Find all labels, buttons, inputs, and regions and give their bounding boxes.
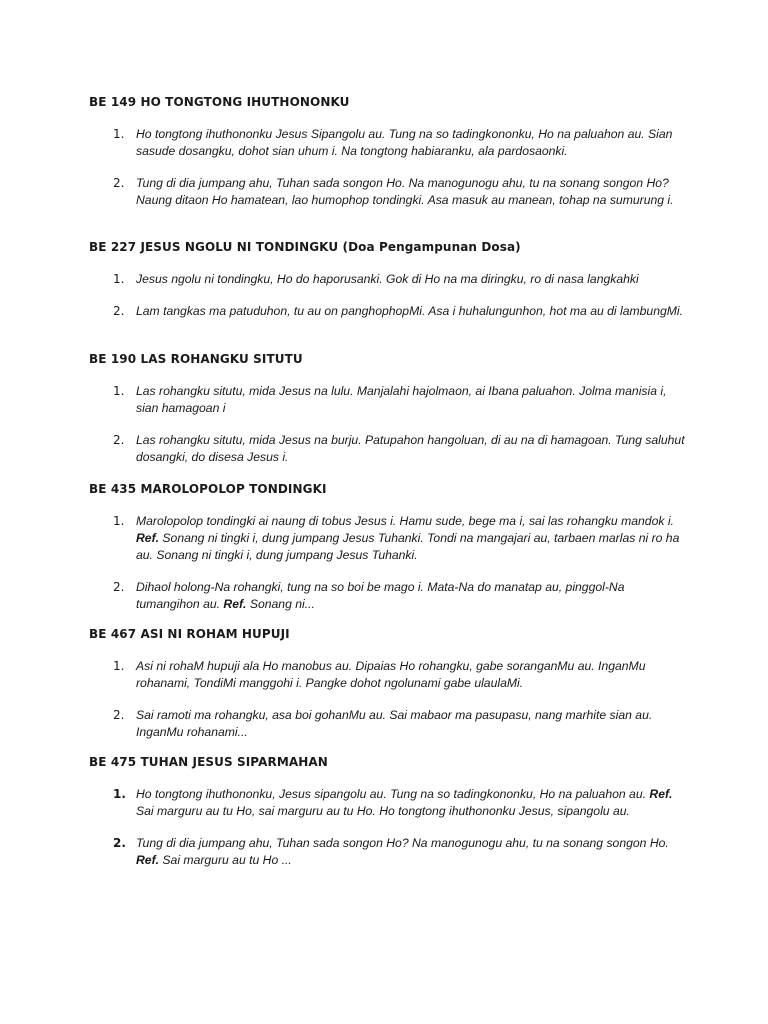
verse-text xyxy=(136,513,689,564)
verse-item xyxy=(89,303,689,320)
verse-text: Las rohangku situtu, mida Jesus na burju. Patupahon hangoluan, di au na di hamagoan. Tung saluhut dosangki, do disesa Jesus i. xyxy=(136,433,685,464)
hymn-heading: BE 475 TUHAN JESUS SIPARMAHAN xyxy=(89,755,328,769)
verse-list xyxy=(89,786,689,869)
verse-text: Lam tangkas ma patuduhon, tu au on panghophopMi. Asa i huhalungunhon, hot ma au di lambungMi. xyxy=(136,304,684,318)
verse-number: 1. xyxy=(113,659,125,673)
verse-text xyxy=(136,786,689,820)
verse-item xyxy=(89,707,689,741)
verse-item xyxy=(89,513,689,564)
verse-list xyxy=(89,126,689,209)
verse-text: Tung di dia jumpang ahu, Tuhan sada songon Ho. Na manogunogu ahu, tu na sonang songon Ho? Naung ditaon Ho hamatean, lao humophop tondingki. Asa masuk au manean, tohap na sumurung i. xyxy=(136,176,674,207)
verse-number: 2. xyxy=(113,433,125,447)
verse-number: 2. xyxy=(113,176,125,190)
verse-item xyxy=(89,835,689,869)
verse-text-part: Marolopolop tondingki ai naung di tobus Jesus i. Hamu sude, bege ma i, sai las rohangku mandok i. xyxy=(136,514,674,528)
verse-item xyxy=(89,579,689,613)
verse-list xyxy=(89,383,689,466)
verse-text: Las rohangku situtu, mida Jesus na lulu. Manjalahi hajolmaon, ai Ibana paluahon. Jolma manisia i, sian hamagoan i xyxy=(136,384,667,415)
hymn-title: BE 227 JESUS NGOLU NI TONDINGKU xyxy=(89,240,339,254)
verse-number: 2. xyxy=(113,836,126,850)
verse-item xyxy=(89,432,689,466)
verse-number: 2. xyxy=(113,304,125,318)
verse-number: 2. xyxy=(113,580,125,594)
verse-number: 1. xyxy=(113,787,126,801)
verse-text-part: Sai marguru au tu Ho, sai marguru au tu Ho. Ho tongtong ihuthononku Jesus, sipangolu au. xyxy=(136,804,630,818)
verse-item xyxy=(89,786,689,820)
verse-item xyxy=(89,126,689,160)
verse-list xyxy=(89,658,689,741)
hymn-section-149 xyxy=(89,95,689,224)
verse-number: 2. xyxy=(113,708,125,722)
hymn-heading: BE 435 MAROLOPOLOP TONDINGKI xyxy=(89,482,327,496)
refrain-marker: Ref. xyxy=(136,531,160,545)
verse-text-part: Tung di dia jumpang ahu, Tuhan sada songon Ho? Na manogunogu ahu, tu na sonang songon Ho. xyxy=(136,836,669,850)
verse-text: Sai ramoti ma rohangku, asa boi gohanMu au. Sai mabaor ma pasupasu, nang marhite sian au. InganMu rohanami... xyxy=(136,708,653,739)
verse-text xyxy=(136,835,689,869)
refrain-marker: Ref. xyxy=(223,597,247,611)
hymn-section-190 xyxy=(89,352,689,481)
verse-item xyxy=(89,658,689,692)
hymn-subtitle: (Doa Pengampunan Dosa) xyxy=(342,240,521,254)
verse-text-part: Sai marguru au tu Ho ... xyxy=(159,853,292,867)
verse-text: Jesus ngolu ni tondingku, Ho do haporusanki. Gok di Ho na ma diringku, ro di nasa langkahki xyxy=(136,272,639,286)
hymn-heading: BE 467 ASI NI ROHAM HUPUJI xyxy=(89,627,290,641)
verse-text-part: Sonang ni tingki i, dung jumpang Jesus Tuhanki. Tondi na mangajari au, tarbaen marlas ni ro ha au. Sonang ni tingki i, dung jumpang Jesus Tuhanki. xyxy=(136,531,680,562)
verse-number: 1. xyxy=(113,384,125,398)
hymn-heading: BE 149 HO TONGTONG IHUTHONONKU xyxy=(89,95,350,109)
verse-text-part: Ho tongtong ihuthononku, Jesus sipangolu au. Tung na so tadingkononku, Ho na paluahon au. xyxy=(136,787,650,801)
verse-number: 1. xyxy=(113,127,125,141)
hymn-heading: BE 190 LAS ROHANGKU SITUTU xyxy=(89,352,303,366)
verse-text xyxy=(136,579,689,613)
hymn-section-435 xyxy=(89,482,689,628)
verse-item xyxy=(89,271,689,288)
verse-number: 1. xyxy=(113,272,125,286)
verse-text: Ho tongtong ihuthononku Jesus Sipangolu au. Tung na so tadingkononku, Ho na paluahon au. Sian sasude dosangku, dohot sian uhum i. Na tongtong habiaranku, ala pardosaonki. xyxy=(136,127,673,158)
verse-list xyxy=(89,271,689,320)
verse-item xyxy=(89,175,689,209)
hymn-section-227 xyxy=(89,240,689,335)
verse-text: Asi ni rohaM hupuji ala Ho manobus au. Dipaias Ho rohangku, gabe soranganMu au. InganMu rohanami, TondiMi manggohi i. Pangke dohot ngolunami gabe ulaulaMi. xyxy=(136,659,646,690)
verse-number: 1. xyxy=(113,514,125,528)
hymn-heading xyxy=(89,240,689,255)
hymn-section-475 xyxy=(89,755,689,884)
refrain-marker: Ref. xyxy=(649,787,673,801)
hymn-section-467 xyxy=(89,627,689,756)
verse-text-part: Dihaol holong-Na rohangki, tung na so boi be mago i. Mata-Na do manatap au, pinggol-Na tumangihon au. xyxy=(136,580,625,611)
verse-list xyxy=(89,513,689,613)
verse-item xyxy=(89,383,689,417)
refrain-marker: Ref. xyxy=(136,853,160,867)
verse-text-part: Sonang ni... xyxy=(246,597,315,611)
